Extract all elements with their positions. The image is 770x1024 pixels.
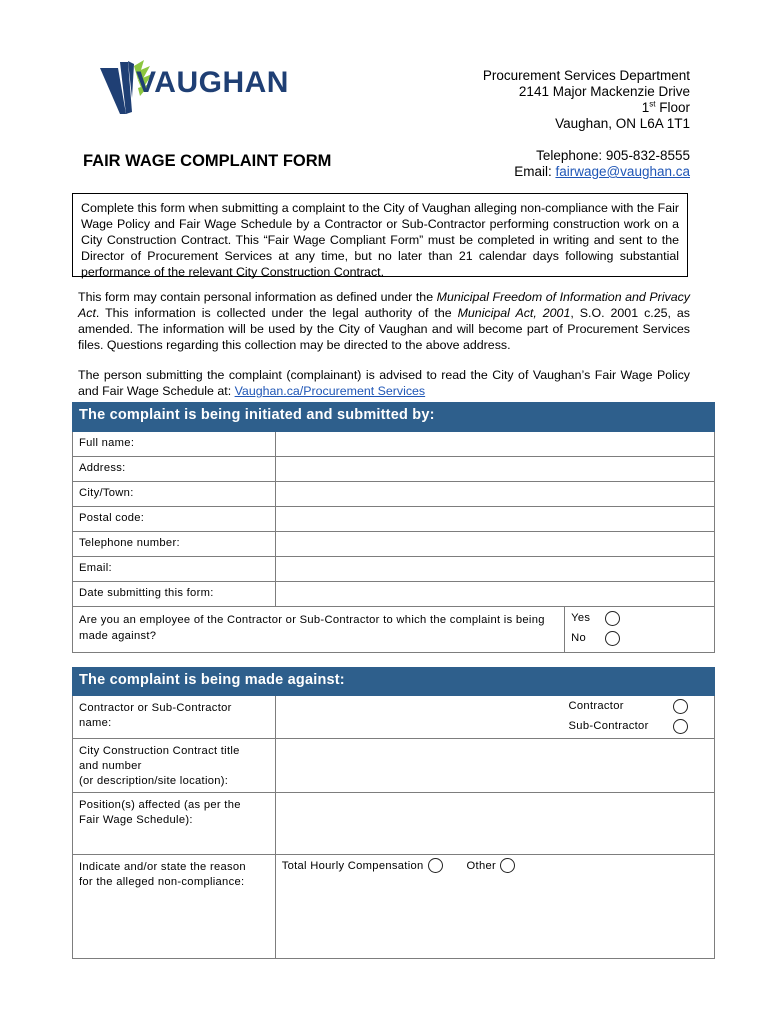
contact-block [514, 148, 690, 180]
department-name: Procurement Services Department [482, 68, 690, 83]
total-hourly-label: Total Hourly Compensation [281, 859, 424, 872]
telephone-label: Telephone number: [73, 532, 276, 557]
contract-title-label: City Construction Contract title and number (or description/site location): [73, 739, 276, 793]
contractor-name-label: Contractor or Sub-Contractor name: [73, 696, 276, 739]
postal-code-label: Postal code: [73, 507, 276, 532]
respondent-table [72, 667, 715, 959]
positions-field[interactable] [275, 793, 714, 855]
city-postal: Vaughan, ON L6A 1T1 [555, 116, 690, 131]
employee-options [565, 607, 715, 653]
reason-field[interactable] [275, 855, 714, 959]
yes-option: Yes [571, 608, 708, 628]
privacy-notice: This form may contain personal information as defined under the Municipal Freedom of Information and Privacy Act. This information is collected under the legal authority of the Municipal Act, 2001, S.O. 2001 c.25, as amended. The information will be used by the City of Vaughan and will become part of Procurement Services files. Questions regarding this collection may be directed to the above address. [78, 290, 690, 352]
contractor-name-field[interactable] [275, 696, 564, 739]
other-label: Other [466, 859, 497, 872]
email-field[interactable] [275, 557, 714, 582]
address-block [483, 68, 690, 132]
intro-box: Complete this form when submitting a complaint to the City of Vaughan alleging non-compliance with the Fair Wage Policy and Fair Wage Schedule by a Contractor or Sub-Contractor performing construction work on a City Construction Contract. This “Fair Wage Compliant Form” must be completed in writing and sent to the Director of Procurement Services at any time, but no later than 21 calendar days following substantial performance of the relevant City Construction Contract. [72, 193, 688, 277]
section2-header: The complaint is being made against: [73, 668, 715, 696]
other-radio[interactable] [500, 858, 515, 873]
section1-header: The complaint is being initiated and submitted by: [73, 403, 715, 432]
telephone-field[interactable] [275, 532, 714, 557]
policy-advice: The person submitting the complaint (complainant) is advised to read the City of Vaughan’s Fair Wage Policy and Fair Wage Schedule at: Vaughan.ca/Procurement Services [78, 368, 690, 398]
email-link[interactable]: fairwage@vaughan.ca [555, 164, 690, 179]
form-title: FAIR WAGE COMPLAINT FORM [83, 152, 332, 170]
date-field[interactable] [275, 582, 714, 607]
city-label: City/Town: [73, 482, 276, 507]
subcontractor-option: Sub-Contractor [569, 716, 708, 736]
full-name-label: Full name: [73, 432, 276, 457]
city-field[interactable] [275, 482, 714, 507]
yes-radio[interactable] [605, 611, 620, 626]
no-radio[interactable] [605, 631, 620, 646]
reason-label: Indicate and/or state the reason for the alleged non-compliance: [73, 855, 276, 959]
email-label: Email: [73, 557, 276, 582]
total-hourly-radio[interactable] [428, 858, 443, 873]
address-label: Address: [73, 457, 276, 482]
date-label: Date submitting this form: [73, 582, 276, 607]
contract-title-field[interactable] [275, 739, 714, 793]
contractor-type-options [565, 696, 715, 739]
address-field[interactable] [275, 457, 714, 482]
telephone: Telephone: 905-832-8555 [536, 148, 690, 163]
positions-label: Position(s) affected (as per the Fair Wage Schedule): [73, 793, 276, 855]
email-line: Email: fairwage@vaughan.ca [514, 164, 690, 179]
no-option: No [571, 628, 708, 648]
full-name-field[interactable] [275, 432, 714, 457]
subcontractor-radio[interactable] [673, 719, 688, 734]
submitter-table [72, 402, 715, 653]
employee-question: Are you an employee of the Contractor or Sub-Contractor to which the complaint is being made against? [73, 607, 565, 653]
logo-wordmark: VAUGHAN [136, 66, 289, 99]
contractor-radio[interactable] [673, 699, 688, 714]
floor: 1st Floor [641, 99, 690, 115]
procurement-link[interactable]: Vaughan.ca/Procurement Services [234, 384, 426, 398]
street-address: 2141 Major Mackenzie Drive [518, 84, 690, 99]
postal-code-field[interactable] [275, 507, 714, 532]
contractor-option: Contractor [569, 696, 708, 716]
